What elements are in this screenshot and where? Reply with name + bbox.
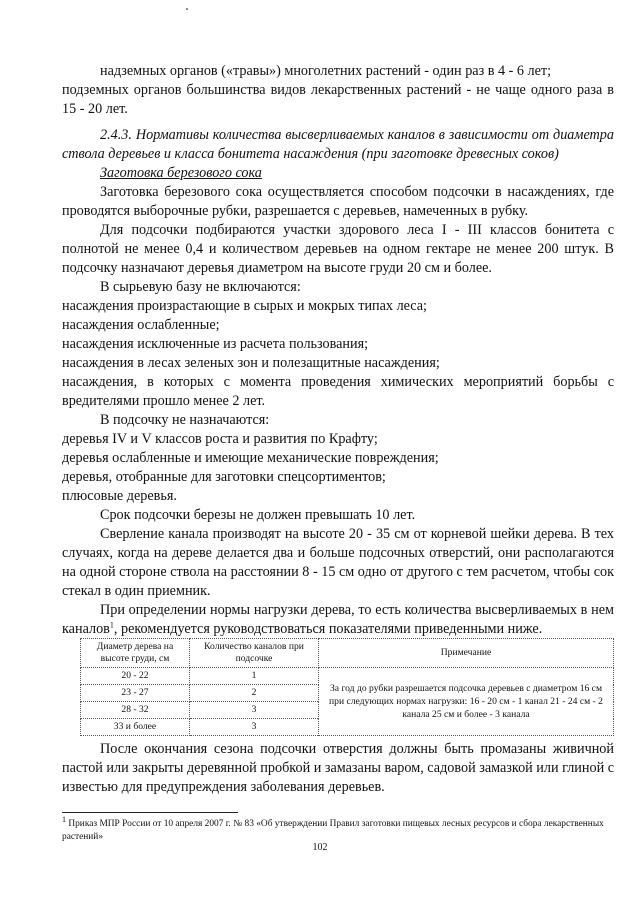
subheading: Заготовка березового сока — [100, 165, 262, 181]
scan-speck — [186, 8, 188, 10]
footnote-divider — [62, 812, 238, 813]
duration-paragraph: Срок подсочки березы не должен превышать 10 лет. — [100, 507, 416, 523]
not-assigned-item: деревья, отобранные для заготовки спецсортиментов; — [62, 469, 386, 485]
load-norm-after: , рекомендуется руководствоваться показателями приведенными ниже. — [113, 621, 543, 637]
excluded-item: насаждения исключенные из расчета пользования; — [62, 336, 369, 352]
top-line-1: надземных органов («травы») многолетних растений - один раз в 4 - 6 лет; — [100, 63, 552, 79]
excluded-item: насаждения, в которых с момента проведения химических мероприятий борьбы с вредителями прошло менее 2 лет. — [62, 374, 614, 409]
load-norm-paragraph — [62, 601, 614, 639]
cell-note: За год до рубки разрешается подсочка деревьев с диаметром 16 см при следующих нормах нагрузки: 16 - 20 см - 1 канал 21 - 24 см - 2 канала 25 см и более - 3 канала — [319, 668, 614, 736]
top-paragraph — [62, 62, 614, 119]
excluded-item: насаждения произрастающие в сырых и мокрых типах леса; — [62, 298, 428, 314]
top-line-2: подземных органов большинства видов лекарственных растений - не чаще одного раза в 15 - 20 лет. — [62, 82, 614, 117]
section-heading: 2.4.3. Нормативы количества высверливаемых каналов в зависимости от диаметра ствола деревьев и класса бонитета насаждения (при заготовке древесных соков) — [62, 127, 614, 162]
footnote-text: Приказ МПР России от 10 апреля 2007 г. № 83 «Об утверждении Правил заготовки пищевых лесных ресурсов и сбора лекарственных растений» — [62, 819, 604, 842]
channels-table — [80, 638, 614, 736]
cell-channels: 3 — [190, 702, 319, 719]
not-assigned-item: плюсовые деревья. — [62, 488, 177, 504]
drilling-paragraph: Сверление канала производят на высоте 20 - 35 см от корневой шейки дерева. В тех случаях, когда на дереве делается два и больше подсочных отверстий, они располагаются на одной стороне ствола на расстоянии 8 - 15 см одно от другого с тем расчетом, чтобы сок стекал в один приемник. — [62, 526, 614, 599]
cell-channels: 2 — [190, 685, 319, 702]
footnote-mark: 1 — [62, 814, 66, 824]
cell-diameter: 28 - 32 — [81, 702, 190, 719]
table-header-row — [81, 639, 614, 668]
not-assigned-intro: В подсочку не назначаются: — [100, 412, 270, 428]
paragraph-1: Заготовка березового сока осуществляется способом подсочки в насаждениях, где проводятся выборочные рубки, разрешается с деревьев, намеченных в рубку. — [62, 184, 614, 219]
load-norm-before: При определении нормы нагрузки дерева, то есть количества высверливаемых в нем каналов — [62, 602, 614, 637]
not-assigned-item: деревья IV и V классов роста и развития по Крафту; — [62, 431, 378, 447]
header-note: Примечание — [319, 639, 614, 668]
section-block — [62, 126, 614, 639]
cell-channels: 1 — [190, 668, 319, 685]
not-assigned-item: деревья ослабленные и имеющие механические повреждения; — [62, 450, 439, 466]
header-channels: Количество каналов при подсочке — [190, 639, 319, 668]
table-row — [81, 668, 614, 685]
footnote — [62, 814, 614, 843]
excluded-intro: В сырьевую базу не включаются: — [100, 279, 301, 295]
excluded-item: насаждения в лесах зеленых зон и полезащитные насаждения; — [62, 355, 440, 371]
cell-diameter: 33 и более — [81, 719, 190, 736]
closing-paragraph: После окончания сезона подсочки отверстия должны быть промазаны живичной пастой или закрыты деревянной пробкой и замазаны варом, садовой замазкой или глиной с известью для предупреждения заболевания деревьев. — [62, 741, 615, 795]
cell-diameter: 23 - 27 — [81, 685, 190, 702]
footnote-ref: 1 — [109, 620, 114, 630]
excluded-item: насаждения ослабленные; — [62, 317, 220, 333]
paragraph-2: Для подсочки подбираются участки здорового леса I - III классов бонитета с полнотой не менее 0,4 и количеством деревьев на одном гектаре не менее 200 штук. В подсочку назначают деревья диаметром на высоте груди 20 см и более. — [62, 222, 614, 276]
closing-block — [62, 740, 614, 797]
cell-channels: 3 — [190, 719, 319, 736]
cell-diameter: 20 - 22 — [81, 668, 190, 685]
header-diameter: Диаметр дерева на высоте груди, см — [81, 639, 190, 668]
page-number: 102 — [312, 842, 328, 853]
